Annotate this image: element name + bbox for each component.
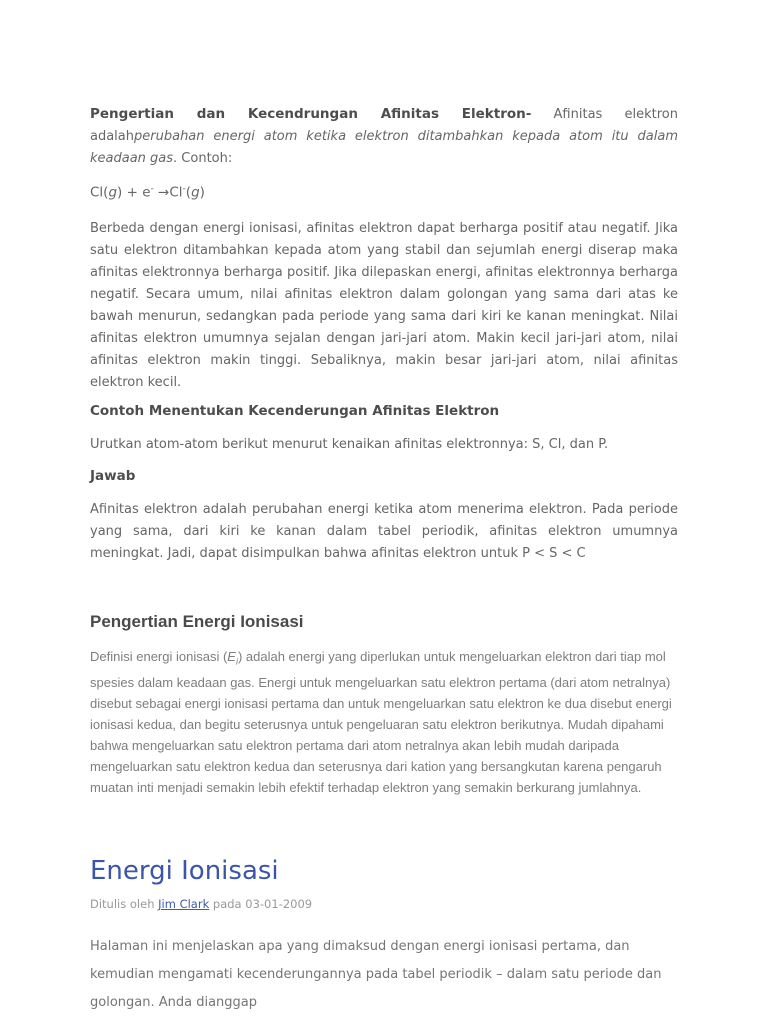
ionisasi-definition-paragraph (90, 646, 678, 799)
chemical-equation (90, 184, 678, 201)
example-question: Urutkan atom-atom berikut menurut kenaikan afinitas elektronnya: S, Cl, dan P. (90, 436, 609, 452)
article-title: Energi Ionisasi (90, 856, 279, 887)
intro-italic-definition: perubahan energi atom ketika elektron ditambahkan kepada atom itu dalam keadaan gas (90, 129, 678, 166)
formula-italic-g: g (191, 184, 200, 201)
author-link[interactable]: Jim Clark (158, 897, 210, 912)
byline (90, 897, 678, 911)
article-intro-paragraph: Halaman ini menjelaskan apa yang dimaksud dengan energi ionisasi pertama, dan kemudian mengamati kecenderungannya pada tabel periodik – dalam satu periode dan golongan. Anda dianggap (90, 939, 662, 1011)
byline-date: pada 03-01-2009 (209, 897, 313, 912)
answer-paragraph: Afinitas elektron adalah perubahan energi ketika atom menerima elektron. Pada periode yang sama, dari kiri ke kanan dalam tabel periodik, afinitas elektron umumnya meningkat. Jadi, dapat disimpulkan bahwa afinitas elektron untuk P < S < C (90, 501, 678, 561)
intro-text: Afinitas elektron adalah (90, 107, 678, 144)
afinitas-heading: Pengertian dan Kecendrungan Afinitas Elektron- (90, 106, 532, 122)
formula-arrow: →Cl (153, 184, 183, 201)
section-afinitas-elektron (90, 103, 678, 565)
byline-prefix: Ditulis oleh (90, 897, 159, 912)
answer-heading: Jawab (90, 467, 136, 484)
definition-pre: Definisi energi ionisasi ( (90, 648, 228, 664)
formula-part: ( (185, 184, 192, 201)
electron-charge-superscript: - (150, 184, 154, 194)
example-heading: Contoh Menentukan Kecenderungan Afinitas Elektron (90, 402, 500, 419)
intro-paragraph (90, 103, 678, 170)
intro-tail: . Contoh: (173, 151, 233, 166)
definition-post: ) adalah energi yang diperlukan untuk mengeluarkan elektron dari tiap mol spesies dalam keadaan gas. Energi untuk mengeluarkan satu elektron pertama (dari atom netralnya) disebut sebagai energi ionisasi pertama dan untuk mengeluarkan satu elektron ke dua disebut energi ionisasi kedua, dan begitu seterusnya untuk pengeluaran satu elektron berikutnya. Mudah dipahami bahwa mengeluarkan satu elektron pertama dari atom netralnya akan lebih mudah daripada mengeluarkan satu elektron kedua dan seterusnya dari kation yang bersangkutan karena pengaruh muatan inti menjadi semakin lebih efektif terhadap elektron yang semakin berkurang jumlahnya. (90, 648, 672, 796)
section-pengertian-energi-ionisasi (90, 612, 678, 799)
chloride-charge-superscript: - (182, 184, 186, 194)
formula-part: Cl( (90, 184, 109, 201)
energy-symbol-subscript: i (235, 656, 238, 667)
energy-symbol: E (227, 648, 236, 664)
formula-italic-g: g (108, 184, 118, 201)
formula-part: ) + e (117, 184, 151, 201)
formula-part: ) (199, 184, 205, 201)
section-energi-ionisasi-article (90, 856, 678, 1017)
ionisasi-heading: Pengertian Energi Ionisasi (90, 611, 304, 631)
afinitas-body-paragraph: Berbeda dengan energi ionisasi, afinitas elektron dapat berharga positif atau negatif. Jika satu elektron ditambahkan kepada atom yang stabil dan sejumlah energi diserap maka afinitas elektronnya berharga positif. Jika dilepaskan energi, afinitas elektronnya berharga negatif. Secara umum, nilai afinitas elektron dalam golongan yang sama dari atas ke bawah menurun, sedangkan pada periode yang sama dari kiri ke kanan meningkat. Nilai afinitas elektron umumnya sejalan dengan jari-jari atom. Makin kecil jari-jari atom, nilai afinitas elektron makin tinggi. Sebaliknya, makin besar jari-jari atom, nilai afinitas elektron kecil. (90, 220, 678, 390)
